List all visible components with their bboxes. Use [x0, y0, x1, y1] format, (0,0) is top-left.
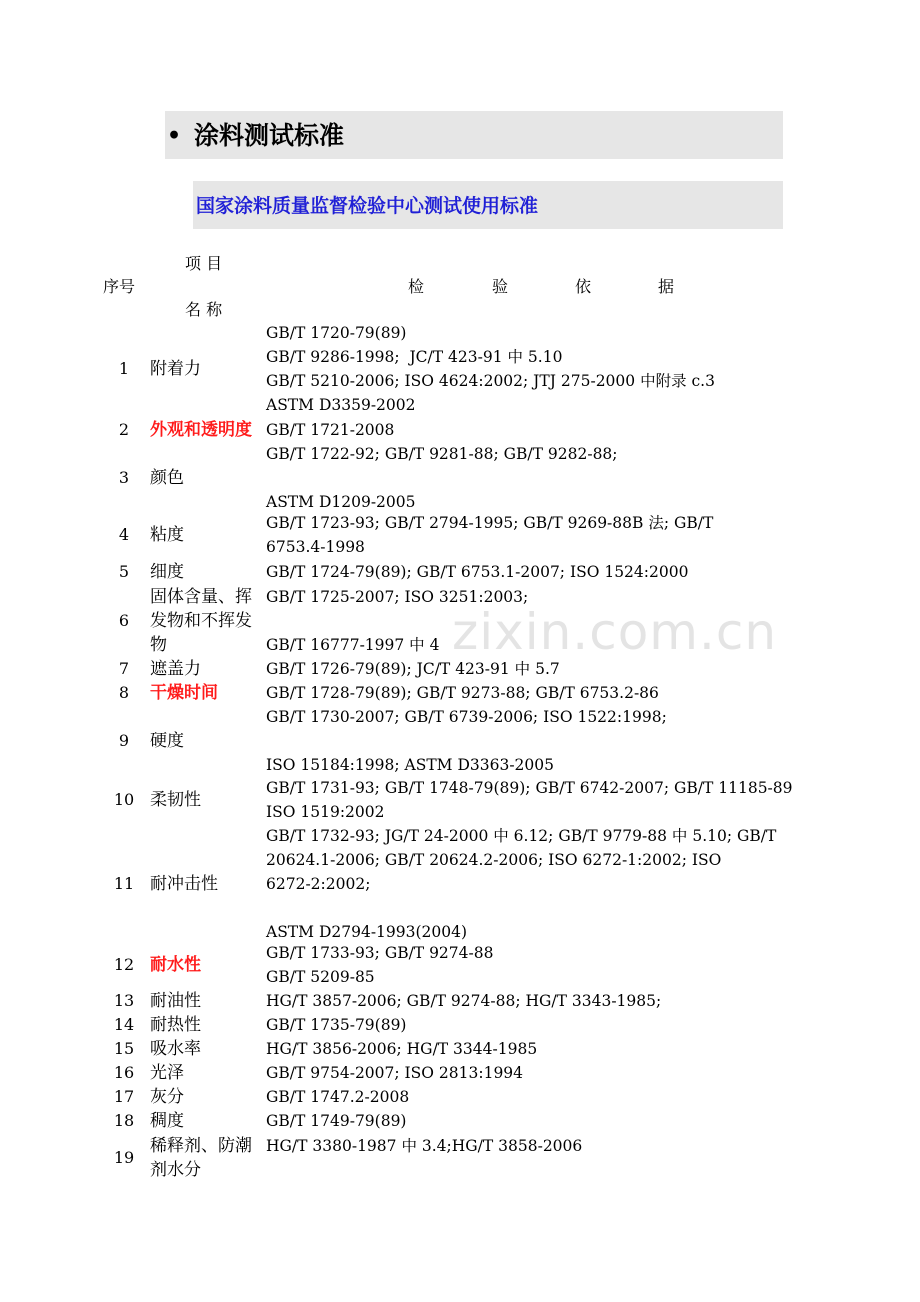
row-test-basis — [266, 1085, 826, 1109]
table-row — [0, 776, 920, 824]
row-number: 13 — [113, 991, 135, 1010]
row-test-basis — [266, 1109, 826, 1133]
basis-line: GB/T 1735-79(89) — [266, 1016, 407, 1034]
table-row — [0, 511, 920, 559]
row-item-name — [150, 1037, 265, 1061]
item-name-line: 稠度 — [150, 1111, 184, 1131]
basis-line: GB/T 1728-79(89); GB/T 9273-88; GB/T 6753.2-86 — [266, 684, 659, 702]
row-item-name — [150, 1109, 265, 1133]
basis-line: GB/T 9286-1998; JC/T 423-91 中 5.10 — [266, 348, 563, 366]
item-name-line: 附着力 — [150, 359, 201, 379]
table-row — [0, 585, 920, 657]
item-name-line: 细度 — [150, 562, 184, 582]
basis-line: 6272-2:2002; — [266, 875, 371, 893]
basis-line: GB/T 1721-2008 — [266, 421, 395, 439]
row-number: 2 — [118, 420, 130, 439]
basis-line: ISO 1519:2002 — [266, 803, 385, 821]
table-row — [0, 681, 920, 705]
subsection-heading — [193, 181, 783, 229]
item-name-line: 物 — [150, 635, 167, 655]
table-row — [0, 705, 920, 777]
basis-line: GB/T 5210-2006; ISO 4624:2002; JTJ 275-2000 中附录 c.3 — [266, 372, 715, 390]
basis-line — [266, 729, 826, 753]
row-item-name — [150, 418, 265, 442]
item-name-line: 灰分 — [150, 1087, 184, 1107]
row-item-name — [150, 989, 265, 1013]
row-test-basis — [266, 824, 826, 944]
basis-line: GB/T 16777-1997 中 4 — [266, 636, 440, 654]
table-row — [0, 1085, 920, 1109]
item-name-line: 粘度 — [150, 525, 184, 545]
item-name-line: 剂水分 — [150, 1160, 201, 1180]
row-number: 10 — [113, 790, 135, 809]
row-item-name — [150, 729, 265, 753]
basis-line: GB/T 1730-2007; GB/T 6739-2006; ISO 1522:1998; — [266, 708, 667, 726]
row-item-name — [150, 657, 265, 681]
row-item-name — [150, 681, 265, 705]
row-test-basis — [266, 989, 826, 1013]
item-name-line: 耐冲击性 — [150, 874, 218, 894]
basis-line: ISO 15184:1998; ASTM D3363-2005 — [266, 756, 555, 774]
table-row — [0, 560, 920, 584]
row-item-name — [150, 1013, 265, 1037]
basis-line: GB/T 1731-93; GB/T 1748-79(89); GB/T 6742-2007; GB/T 11185-89 — [266, 779, 793, 797]
row-number: 1 — [118, 359, 130, 378]
row-number: 5 — [118, 562, 130, 581]
row-item-name — [150, 1085, 265, 1109]
basis-line: GB/T 1724-79(89); GB/T 6753.1-2007; ISO 1524:2000 — [266, 563, 689, 581]
header-item-line1: 项 目 — [185, 254, 223, 273]
row-item-name — [150, 872, 265, 896]
row-test-basis — [266, 418, 826, 442]
row-test-basis — [266, 941, 826, 989]
row-item-name — [150, 466, 265, 490]
basis-line: HG/T 3856-2006; HG/T 3344-1985 — [266, 1040, 538, 1058]
row-number: 19 — [113, 1148, 135, 1167]
basis-line: 6753.4-1998 — [266, 538, 365, 556]
table-row — [0, 442, 920, 514]
row-test-basis — [266, 1013, 826, 1037]
row-test-basis — [266, 657, 826, 681]
row-number: 11 — [113, 874, 135, 893]
item-name-line: 遮盖力 — [150, 659, 201, 679]
watermark: zixin.com.cn — [452, 603, 778, 661]
row-number: 7 — [118, 659, 130, 678]
basis-line: GB/T 1720-79(89) — [266, 324, 407, 342]
basis-line — [266, 609, 826, 633]
item-name-line: 固体含量、挥 — [150, 587, 252, 607]
item-name-line: 干燥时间 — [150, 683, 218, 703]
basis-line: ASTM D2794-1993(2004) — [266, 923, 468, 941]
table-row — [0, 1061, 920, 1085]
row-item-name — [150, 523, 265, 547]
row-item-name — [150, 1061, 265, 1085]
row-number: 12 — [113, 955, 135, 974]
basis-line: GB/T 1723-93; GB/T 2794-1995; GB/T 9269-88B 法; GB/T — [266, 514, 714, 532]
basis-line — [266, 896, 826, 920]
row-test-basis — [266, 681, 826, 705]
row-test-basis — [266, 442, 826, 514]
basis-line: ASTM D1209-2005 — [266, 493, 416, 511]
row-test-basis — [266, 1037, 826, 1061]
basis-line: GB/T 1749-79(89) — [266, 1112, 407, 1130]
row-number: 14 — [113, 1015, 135, 1034]
basis-line: GB/T 1733-93; GB/T 9274-88 — [266, 944, 494, 962]
row-number: 3 — [118, 468, 130, 487]
basis-line: 20624.1-2006; GB/T 20624.2-2006; ISO 6272-1:2002; ISO — [266, 851, 722, 869]
basis-line: GB/T 9754-2007; ISO 2813:1994 — [266, 1064, 524, 1082]
basis-line: GB/T 1732-93; JG/T 24-2000 中 6.12; GB/T 9779-88 中 5.10; GB/T — [266, 827, 777, 845]
basis-line: GB/T 1722-92; GB/T 9281-88; GB/T 9282-88; — [266, 445, 618, 463]
item-name-line: 耐油性 — [150, 991, 201, 1011]
table-row — [0, 418, 920, 442]
item-name-line: 耐热性 — [150, 1015, 201, 1035]
basis-line: GB/T 1747.2-2008 — [266, 1088, 410, 1106]
row-number: 9 — [118, 731, 130, 750]
item-name-line: 吸水率 — [150, 1039, 201, 1059]
row-number: 8 — [118, 683, 130, 702]
row-item-name — [150, 560, 265, 584]
row-test-basis — [266, 1061, 826, 1085]
item-name-line: 柔韧性 — [150, 790, 201, 810]
basis-line: GB/T 5209-85 — [266, 968, 375, 986]
table-row — [0, 1013, 920, 1037]
item-name-line: 稀释剂、防潮 — [150, 1136, 252, 1156]
table-row — [0, 989, 920, 1013]
row-number: 4 — [118, 525, 130, 544]
header-item-line2: 名 称 — [185, 300, 223, 319]
row-number: 6 — [118, 611, 130, 630]
row-number: 17 — [113, 1087, 135, 1106]
item-name-line: 耐水性 — [150, 955, 201, 975]
header-seq: 序号 — [103, 277, 136, 296]
header-basis-char: 依 — [575, 277, 592, 296]
row-item-name — [150, 585, 265, 657]
row-test-basis — [266, 1134, 826, 1158]
item-name-line: 光泽 — [150, 1063, 184, 1083]
item-name-line: 颜色 — [150, 468, 184, 488]
row-test-basis — [266, 321, 826, 417]
row-test-basis — [266, 776, 826, 824]
basis-line: HG/T 3857-2006; GB/T 9274-88; HG/T 3343-1985; — [266, 992, 662, 1010]
basis-line: GB/T 1725-2007; ISO 3251:2003; — [266, 588, 529, 606]
header-basis-char: 检 — [408, 277, 425, 296]
basis-line: ASTM D3359-2002 — [266, 396, 416, 414]
table-row — [0, 824, 920, 944]
row-test-basis — [266, 560, 826, 584]
basis-line: HG/T 3380-1987 中 3.4;HG/T 3858-2006 — [266, 1137, 583, 1155]
table-row — [0, 321, 920, 417]
row-test-basis — [266, 705, 826, 777]
header-basis-char: 验 — [492, 277, 509, 296]
row-item-name — [150, 1134, 265, 1182]
row-item-name — [150, 357, 265, 381]
subsection-heading-text: 国家涂料质量监督检验中心测试使用标准 — [196, 195, 539, 217]
row-number: 18 — [113, 1111, 135, 1130]
section-heading-text: 涂料测试标准 — [194, 121, 345, 150]
header-basis-char: 据 — [658, 277, 675, 296]
row-test-basis — [266, 511, 826, 559]
row-item-name — [150, 788, 265, 812]
item-name-line: 发物和不挥发 — [150, 611, 252, 631]
row-number: 15 — [113, 1039, 135, 1058]
section-heading — [165, 111, 783, 159]
row-test-basis — [266, 585, 826, 657]
table-row — [0, 1109, 920, 1133]
item-name-line: 外观和透明度 — [150, 420, 252, 440]
table-row — [0, 1134, 920, 1182]
table-row — [0, 657, 920, 681]
basis-line: GB/T 1726-79(89); JC/T 423-91 中 5.7 — [266, 660, 560, 678]
item-name-line: 硬度 — [150, 731, 184, 751]
table-row — [0, 1037, 920, 1061]
basis-line — [266, 466, 826, 490]
row-number: 16 — [113, 1063, 135, 1082]
bullet: • — [167, 123, 182, 149]
table-row — [0, 941, 920, 989]
row-item-name — [150, 953, 265, 977]
